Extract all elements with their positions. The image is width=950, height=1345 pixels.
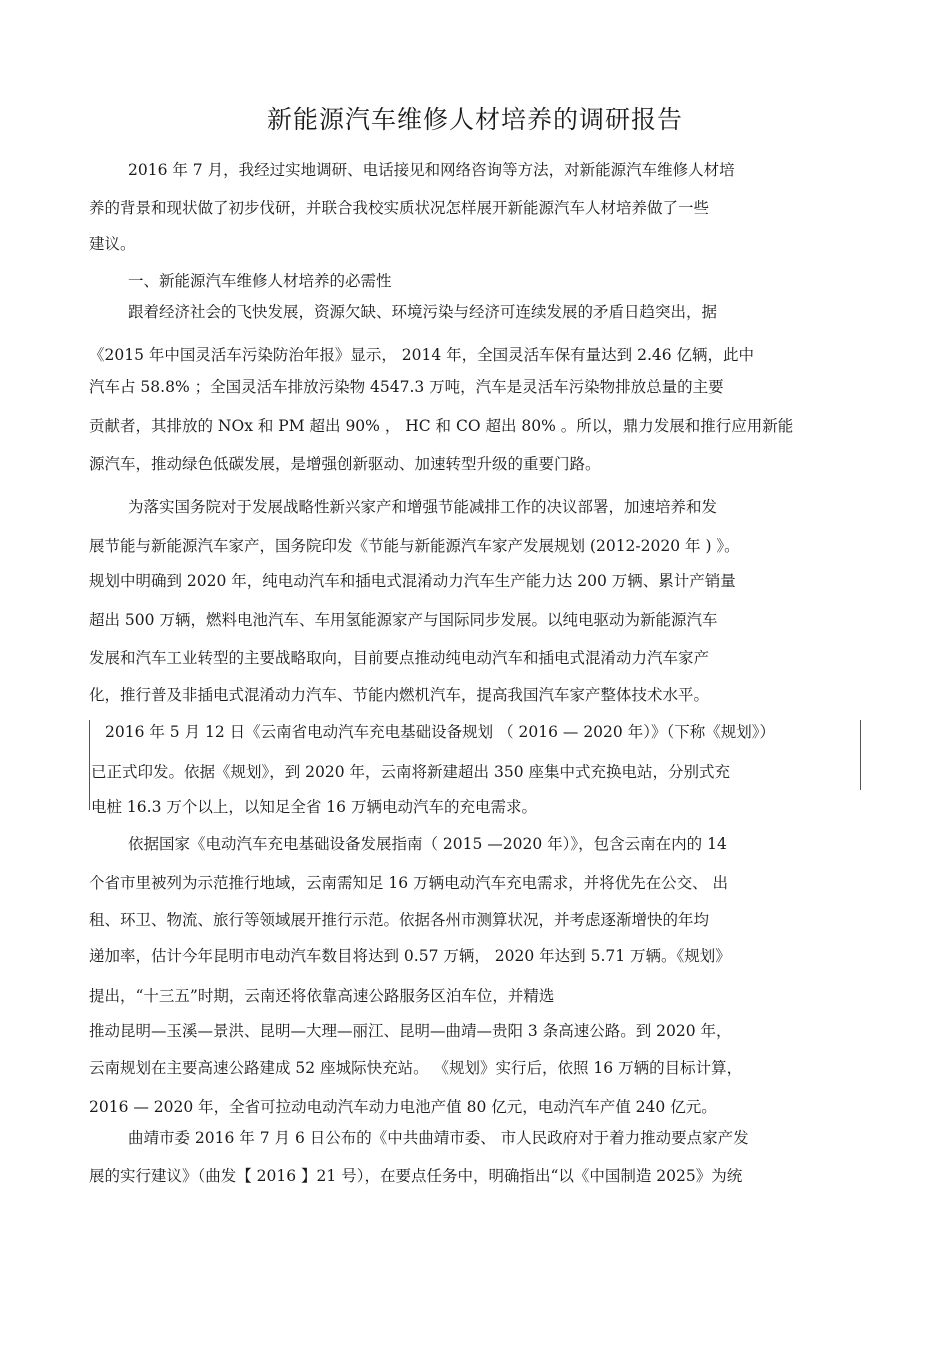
text-line: 建议。 [89,235,136,253]
text-line: 已正式印发。依据《规划》，到 2020 年，云南将新建超出 350 座集中式充换电站，分别式充 [91,763,730,781]
text-line: 贡献者，其排放的 NOx 和 PM 超出 90% ， HC 和 CO 超出 80% 。所以，鼎力发展和推行应用新能 [89,417,794,435]
frame-border-right [860,720,861,790]
text-line: 超出 500 万辆，燃料电池汽车、车用氢能源家产与国际同步发展。以纯电驱动为新能源汽车 [89,611,718,629]
frame-border-left [89,720,90,810]
text-line: 推动昆明—玉溪—景洪、昆明—大理—丽江、昆明—曲靖—贵阳 3 条高速公路。到 2020 年， [89,1022,732,1040]
text-line: 展节能与新能源汽车家产，国务院印发《节能与新能源汽车家产发展规划 (2012-2020 年 ) 》。 [89,537,740,555]
text-line: 展的实行建议》（曲发【 2016 】21 号），在要点任务中，明确指出“以《中国制造 2025》为统 [89,1167,743,1185]
text-line: 发展和汽车工业转型的主要战略取向，目前要点推动纯电动汽车和插电式混淆动力汽车家产 [89,649,710,667]
page-title: 新能源汽车维修人材培养的调研报告 [266,105,683,134]
text-line: 云南规划在主要高速公路建成 52 座城际快充站。 《规划》实行后，依照 16 万辆的目标计算， [89,1059,743,1077]
text-line: 递加率，估计今年昆明市电动汽车数目将达到 0.57 万辆， 2020 年达到 5.71 万辆。《规划》 [89,947,731,965]
text-line: 2016 年 5 月 12 日《云南省电动汽车充电基础设备规划 （ 2016 — 2020 年）》（下称《规划》） [105,723,775,741]
text-line: 养的背景和现状做了初步伐研，并联合我校实质状况怎样展开新能源汽车人材培养做了一些 [89,199,710,217]
text-line: 提出，“十三五”时期，云南还将依靠高速公路服务区泊车位，并精选 [89,987,555,1005]
text-line: 汽车占 58.8% ；全国灵活车排放污染物 4547.3 万吨，汽车是灵活车污染物排放总量的主要 [89,378,724,396]
text-line: 2016 年 7 月，我经过实地调研、电话接见和网络咨询等方法，对新能源汽车维修人材培 [128,161,735,179]
text-line: 规划中明确到 2020 年，纯电动汽车和插电式混淆动力汽车生产能力达 200 万辆、累计产销量 [89,572,736,590]
text-line: 2016 — 2020 年，全省可拉动电动汽车动力电池产值 80 亿元，电动汽车产值 240 亿元。 [89,1098,717,1116]
text-line: 曲靖市委 2016 年 7 月 6 日公布的《中共曲靖市委、 市人民政府对于着力推动要点家产发 [128,1129,749,1147]
text-line: 《2015 年中国灵活车污染防治年报》显示， 2014 年，全国灵活车保有量达到 2.46 亿辆，此中 [89,346,755,364]
text-line: 跟着经济社会的飞快发展，资源欠缺、环境污染与经济可连续发展的矛盾日趋突出，据 [128,303,718,321]
text-line: 源汽车，推动绿色低碳发展，是增强创新驱动、加速转型升级的重要门路。 [89,455,601,473]
text-line: 化，推行普及非插电式混淆动力汽车、节能内燃机汽车，提高我国汽车家产整体技术水平。 [89,686,710,704]
text-line: 为落实国务院对于发展战略性新兴家产和增强节能减排工作的决议部署，加速培养和发 [128,498,718,516]
text-line: 电桩 16.3 万个以上，以知足全省 16 万辆电动汽车的充电需求。 [91,798,537,816]
section-heading: 一、新能源汽车维修人材培养的必需性 [128,272,392,290]
text-line: 依据国家《电动汽车充电基础设备发展指南（ 2015 —2020 年）》，包含云南在内的 14 [128,835,727,853]
text-line: 租、环卫、物流、旅行等领域展开推行示范。依据各州市测算状况，并考虑逐渐增快的年均 [89,911,710,929]
text-line: 个省市里被列为示范推行地域，云南需知足 16 万辆电动汽车充电需求，并将优先在公交、 出 [89,874,729,892]
